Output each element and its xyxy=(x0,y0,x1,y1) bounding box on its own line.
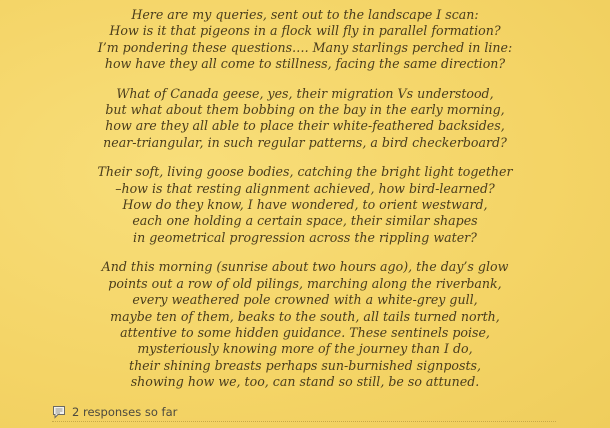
footer-divider xyxy=(52,421,556,422)
poem-line: how have they all come to stillness, facing the same direction? xyxy=(104,56,506,72)
poem-line: their shining breasts perhaps sun-burnished signposts, xyxy=(129,357,481,373)
stanza-2 xyxy=(0,86,610,152)
comments-link[interactable] xyxy=(52,404,177,420)
comment-bubble-icon xyxy=(52,405,66,419)
poem-line: How is it that pigeons in a flock will fly in parallel formation? xyxy=(109,23,501,39)
poem-line: near-triangular, in such regular patterns, a bird checkerboard? xyxy=(103,134,507,150)
stanza-3 xyxy=(0,164,610,246)
poem-line: in geometrical progression across the rippling water? xyxy=(133,229,477,245)
poem-line: points out a row of old pilings, marching along the riverbank, xyxy=(108,275,502,291)
poem-line: Their soft, living goose bodies, catching the bright light together xyxy=(97,164,513,180)
poem-line: How do they know, I have wondered, to orient westward, xyxy=(122,197,488,213)
poem-line: every weathered pole crowned with a white-grey gull, xyxy=(132,292,478,308)
stanza-1 xyxy=(0,7,610,73)
stanza-4 xyxy=(0,259,610,390)
poem-line: maybe ten of them, beaks to the south, all tails turned north, xyxy=(110,308,500,324)
poem-line: how are they all able to place their white-feathered backsides, xyxy=(105,118,505,134)
poem-line: I’m pondering these questions…. Many starlings perched in line: xyxy=(97,39,513,55)
responses-count-link[interactable]: 2 responses so far xyxy=(72,405,178,419)
poem-line: –how is that resting alignment achieved, how bird-learned? xyxy=(115,180,495,196)
poem-line: mysteriously knowing more of the journey than I do, xyxy=(137,341,473,357)
poem-line: What of Canada geese, yes, their migration Vs understood, xyxy=(116,85,494,101)
poem-line: And this morning (sunrise about two hours ago), the day’s glow xyxy=(101,259,509,275)
poem-line: but what about them bobbing on the bay in the early morning, xyxy=(105,102,505,118)
poem-line: Here are my queries, sent out to the landscape I scan: xyxy=(131,7,479,22)
poem-line: each one holding a certain space, their similar shapes xyxy=(132,213,478,229)
poem-line: attentive to some hidden guidance. These sentinels poise, xyxy=(120,324,490,340)
poem-line: showing how we, too, can stand so still, be so attuned. xyxy=(130,374,480,390)
poem-body xyxy=(0,7,610,404)
